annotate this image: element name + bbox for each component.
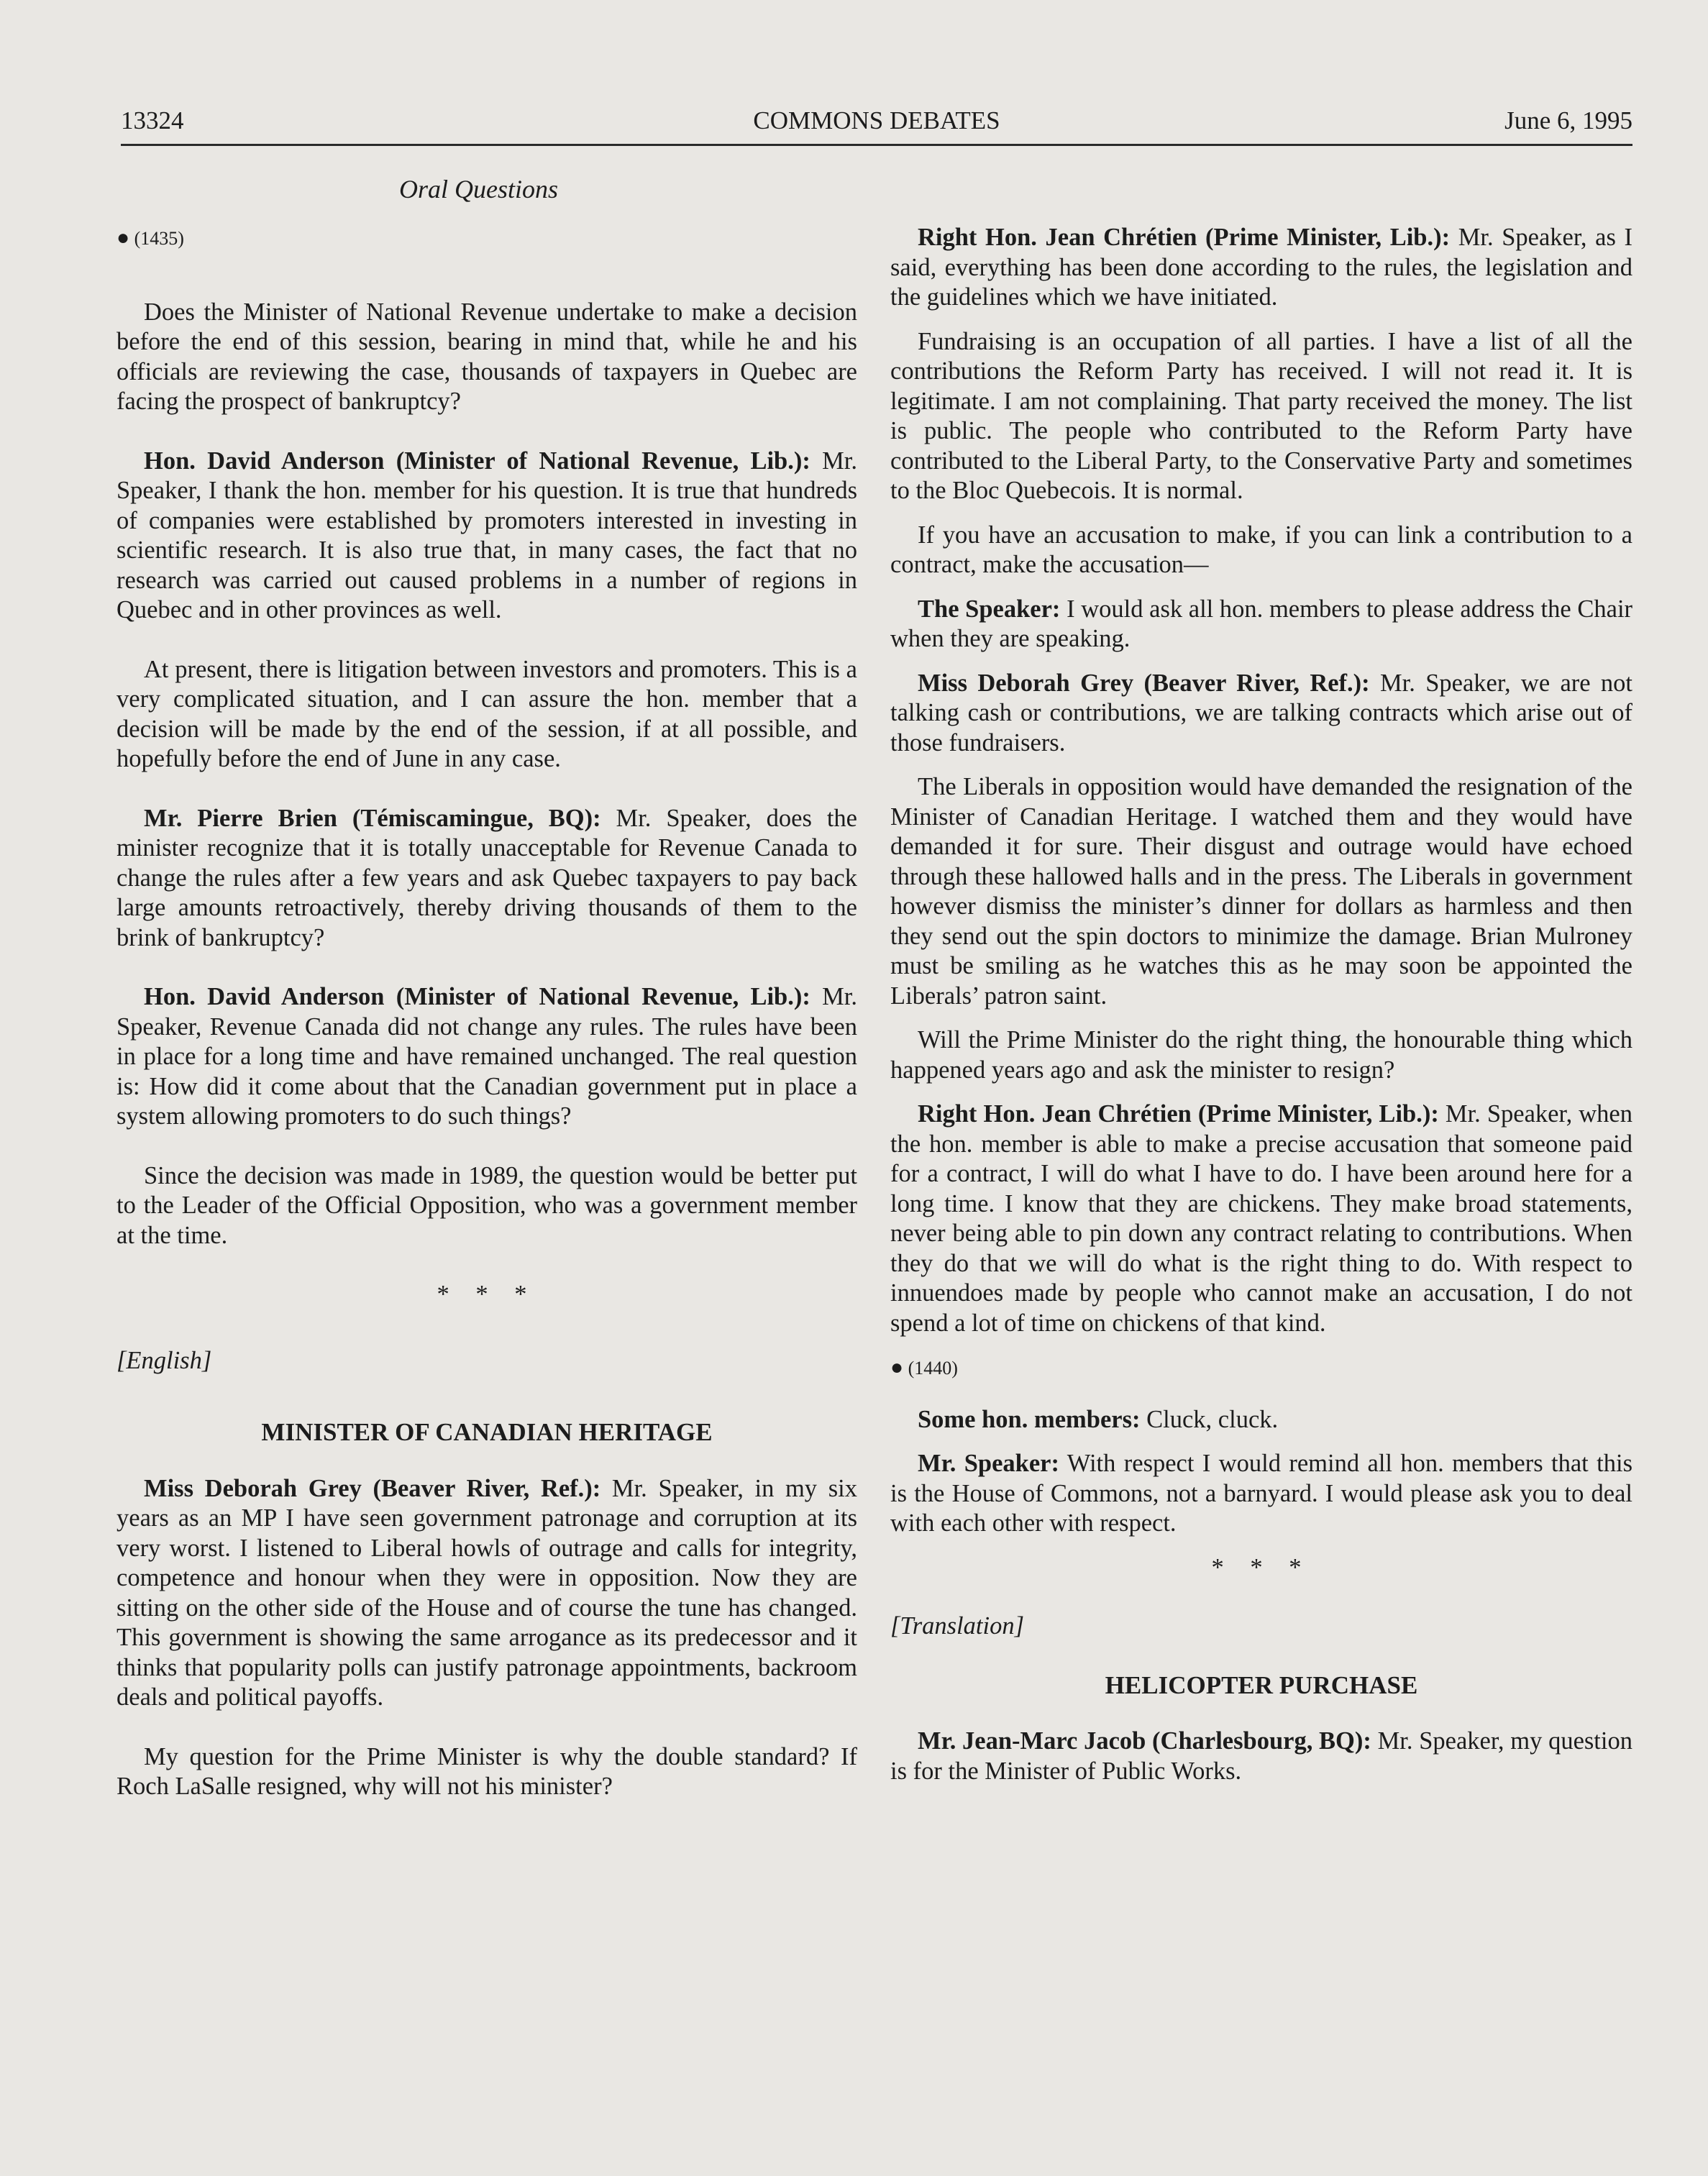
section-label: Oral Questions [399,175,559,204]
speech-paragraph [117,982,857,1132]
paragraph: Does the Minister of National Revenue undertake to make a decision before the end of this session, bearing in mind that, while he and his officials are reviewing the case, thousands of taxpayers in Quebec are facing the prospect of bankruptcy? [117,298,857,415]
speech-paragraph [117,1474,857,1713]
left-column [117,223,857,1832]
speech-paragraph [890,223,1632,313]
paragraph: My question for the Prime Minister is why the double standard? If Roch LaSalle resigned, why will not his minister? [117,1742,857,1800]
speech-text: Mr. Speaker, as I said, everything has been done according to the rules, the legislation and the guidelines which we have initiated. [890,224,1632,311]
speaker-name: Some hon. members: [918,1405,1141,1433]
language-marker: [Translation] [890,1612,1024,1640]
speech-paragraph [890,595,1632,654]
speech-paragraph [117,804,857,954]
speaker-name: Miss Deborah Grey (Beaver River, Ref.): [918,669,1370,697]
speech-text: With respect I would remind all hon. members that this is the House of Commons, not a barnyard. I would please ask you to deal with each other with respect. [890,1450,1633,1537]
paragraph: Fundraising is an occupation of all parties. I have a list of all the contributions the Reform Party has received. I will not read it. It is legitimate. I am not complaining. That party received the money. The list is public. The people who contributed to the Reform Party have contributed to the Liberal Party, to the Conservative Party and sometimes to the Bloc Quebecois. It is normal. [890,327,1632,504]
bullet-icon: ● [890,1356,904,1379]
speech-paragraph [117,447,857,626]
speech-text: Mr. Speaker, in my six years as an MP I have seen government patronage and corruption at its very worst. I listened to Liberal howls of outrage and calls for integrity, competence and honour when they were in opposition. Now they are sitting on the other side of the House and of course the tune has changed. This government is showing the same arrogance as its predecessor and it thinks that popularity polls can justify patronage appointments, backroom deals and political payoffs. [117,1474,857,1711]
language-marker: [English] [117,1346,212,1374]
paragraph: If you have an accusation to make, if you can link a contribution to a contract, make the accusation— [890,521,1632,578]
speech-text: Mr. Speaker, when the hon. member is able to make a precise accusation that someone paid for a contract, I will do what I have to do. I have been around here for a long time. I know that they are chickens. They make broad statements, never being able to pin down any contract relating to contributions. When they do that we will do what is the right thing to do. With respect to innuendoes made by people who cannot make an accusation, I do not spend a lot of time on chickens of that kind. [890,1100,1632,1337]
speaker-name: Hon. David Anderson (Minister of National Revenue, Lib.): [144,447,810,475]
section-divider: * * * [437,1281,537,1308]
speech-paragraph [890,1100,1632,1338]
publication-title: COMMONS DEBATES [753,106,1000,134]
paragraph: At present, there is litigation between investors and promoters. This is a very complicated situation, and I can assure the hon. member that a decision will be made by the end of the session, if at all possible, and hopefully before the end of June in any case. [117,655,857,772]
speaker-name: Right Hon. Jean Chrétien (Prime Minister, Lib.): [918,224,1451,251]
speaker-name: Right Hon. Jean Chrétien (Prime Minister, Lib.): [918,1100,1439,1128]
speaker-name: Mr. Speaker: [918,1450,1059,1477]
timestamp: ● (1435) [117,226,184,250]
speech-text: Cluck, cluck. [1140,1405,1279,1433]
speaker-name: Mr. Jean-Marc Jacob (Charlesbourg, BQ): [918,1727,1371,1755]
speech-paragraph [890,1449,1632,1539]
speech-paragraph [890,669,1632,759]
speech-text: I would ask all hon. members to please address the Chair when they are speaking. [890,595,1633,652]
speaker-name: Miss Deborah Grey (Beaver River, Ref.): [144,1474,601,1502]
bullet-icon: ● [117,226,130,250]
paragraph: Will the Prime Minister do the right thing, the honourable thing which happened years ago and ask the minister to resign? [890,1026,1632,1084]
speaker-name: Hon. David Anderson (Minister of National Revenue, Lib.): [144,983,810,1010]
section-heading: HELICOPTER PURCHASE [1105,1670,1418,1699]
paragraph: The Liberals in opposition would have demanded the resignation of the Minister of Canadian Heritage. I watched them and they would have demanded it for sure. Their disgust and outrage would have echoed through these hallowed halls and in the press. The Liberals in government however dismiss the minister’s dinner for dollars as harmless and then they send out the spin doctors to minimize the damage. Brian Mulroney must be smiling as he watches this as he may soon be appointed the Liberals’ patron saint. [890,773,1632,1010]
section-divider: * * * [1211,1553,1312,1581]
speech-text: Mr. Speaker, my question is for the Minister of Public Works. [890,1727,1632,1785]
paragraph: Since the decision was made in 1989, the question would be better put to the Leader of the Official Opposition, who was a government member at the time. [117,1161,857,1249]
speech-paragraph [890,1727,1632,1786]
timestamp: ● (1440) [890,1356,958,1379]
speech-paragraph [890,1405,1632,1435]
speaker-name: The Speaker: [918,595,1061,623]
speaker-name: Mr. Pierre Brien (Témiscamingue, BQ): [144,804,601,832]
page-number: 13324 [121,106,184,134]
speech-text: Mr. Speaker, we are not talking cash or contributions, we are talking contracts which arise out of those fundraisers. [890,669,1632,756]
publication-date: June 6, 1995 [1504,106,1632,134]
speech-text: Mr. Speaker, does the minister recognize that it is totally unacceptable for Revenue Canada to change the rules after a few years and ask Quebec taxpayers to pay back large amounts retroactively, thereby driving thousands of them to the brink of bankruptcy? [117,804,857,951]
section-heading: MINISTER OF CANADIAN HERITAGE [261,1418,713,1446]
speech-text: Mr. Speaker, Revenue Canada did not change any rules. The rules have been in place for a long time and have remained unchanged. The real question is: How did it come about that the Canadian government put in place a system allowing promoters to do such things? [117,983,857,1130]
page-header [121,101,1632,146]
speech-text: Mr. Speaker, I thank the hon. member for his question. It is true that hundreds of companies were established by promoters interested in investing in scientific research. It is also true that, in many cases, the fact that no research was carried out caused problems in a number of regions in Quebec and in other provinces as well. [117,447,857,623]
right-column [890,223,1632,1816]
